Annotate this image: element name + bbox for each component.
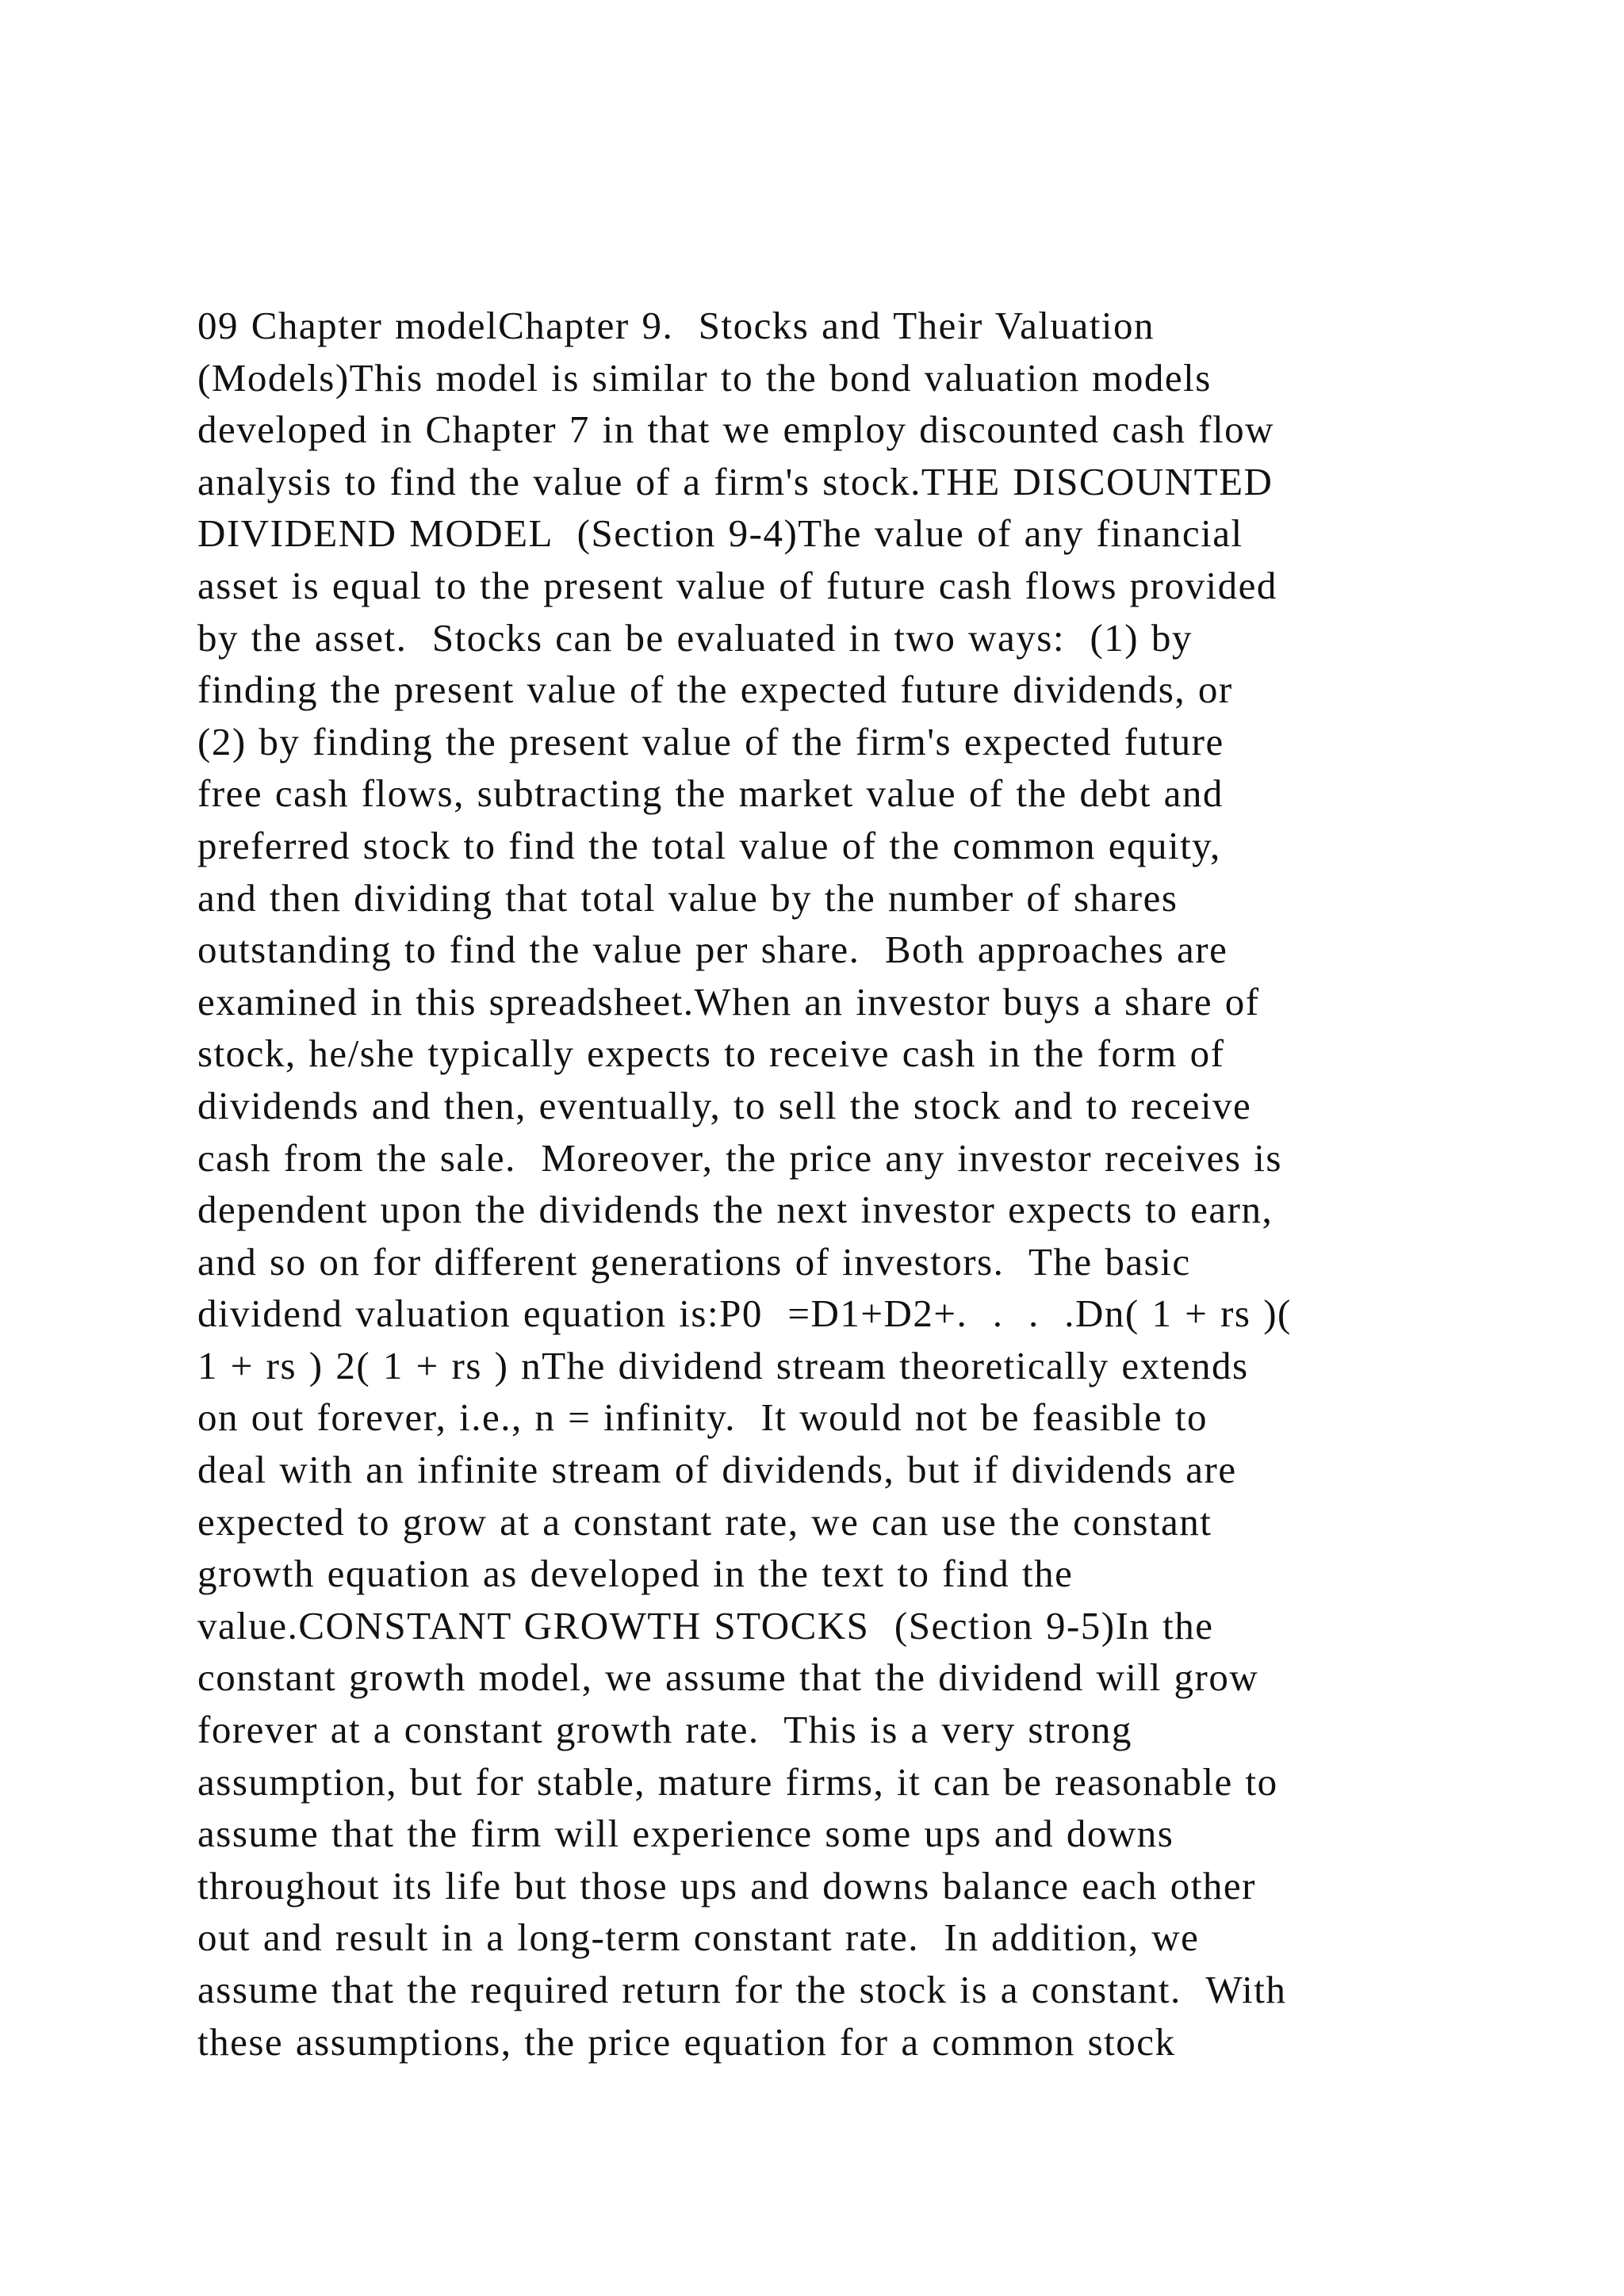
text-line: and so on for different generations of investors. The basic xyxy=(197,1239,1191,1284)
text-line: throughout its life but those ups and downs balance each other xyxy=(197,1863,1256,1908)
text-line: stock, he/she typically expects to receive cash in the form of xyxy=(197,1031,1225,1076)
text-line: (2) by finding the present value of the firm's expected future xyxy=(197,719,1224,763)
text-line: asset is equal to the present value of future cash flows provided xyxy=(197,563,1277,607)
text-line: assume that the required return for the stock is a constant. With xyxy=(197,1968,1287,2011)
text-line: preferred stock to find the total value of the common equity, xyxy=(197,823,1221,867)
text-line: cash from the sale. Moreover, the price any investor receives is xyxy=(197,1135,1282,1180)
text-line: (Models)This model is similar to the bond valuation models xyxy=(197,355,1212,400)
text-line: assumption, but for stable, mature firms, it can be reasonable to xyxy=(197,1759,1278,1804)
text-line: analysis to find the value of a firm's stock.THE DISCOUNTED xyxy=(197,459,1274,503)
text-line: growth equation as developed in the text to find the xyxy=(197,1552,1074,1596)
text-line: free cash flows, subtracting the market value of the debt and xyxy=(197,771,1224,816)
text-line: finding the present value of the expected future dividends, or xyxy=(197,668,1233,712)
text-line: forever at a constant growth rate. This is a very strong xyxy=(197,1708,1132,1752)
text-line: by the asset. Stocks can be evaluated in two ways: (1) by xyxy=(197,615,1193,660)
text-line: value.CONSTANT GROWTH STOCKS (Section 9-5)In the xyxy=(197,1603,1214,1647)
text-line: assume that the firm will experience some ups and downs xyxy=(197,1812,1174,1856)
text-line: 1 + rs ) 2( 1 + rs ) nThe dividend stream theoretically extends xyxy=(197,1343,1249,1387)
text-line: dividends and then, eventually, to sell the stock and to receive xyxy=(197,1083,1252,1127)
text-line: outstanding to find the value per share. Both approaches are xyxy=(197,928,1228,972)
text-line: dependent upon the dividends the next investor expects to earn, xyxy=(197,1188,1274,1232)
text-line: on out forever, i.e., n = infinity. It would not be feasible to xyxy=(197,1395,1208,1440)
body-text xyxy=(197,300,1482,2068)
text-line: deal with an infinite stream of dividends, but if dividends are xyxy=(197,1448,1237,1492)
text-line: expected to grow at a constant rate, we can use the constant xyxy=(197,1499,1212,1544)
text-line: developed in Chapter 7 in that we employ discounted cash flow xyxy=(197,408,1274,452)
text-line: out and result in a long-term constant rate. In addition, we xyxy=(197,1915,1200,1960)
text-line: examined in this spreadsheet.When an investor buys a share of xyxy=(197,979,1260,1024)
text-line: and then dividing that total value by the number of shares xyxy=(197,875,1178,920)
text-line: 09 Chapter modelChapter 9. Stocks and Their Valuation xyxy=(197,304,1155,347)
text-line: DIVIDEND MODEL (Section 9-4)The value of any financial xyxy=(197,511,1243,556)
text-line: dividend valuation equation is:P0 =D1+D2+. . . .Dn( 1 + rs )( xyxy=(197,1292,1292,1336)
text-line: constant growth model, we assume that the dividend will grow xyxy=(197,1655,1259,1700)
text-line: these assumptions, the price equation for a common stock xyxy=(197,2019,1176,2064)
